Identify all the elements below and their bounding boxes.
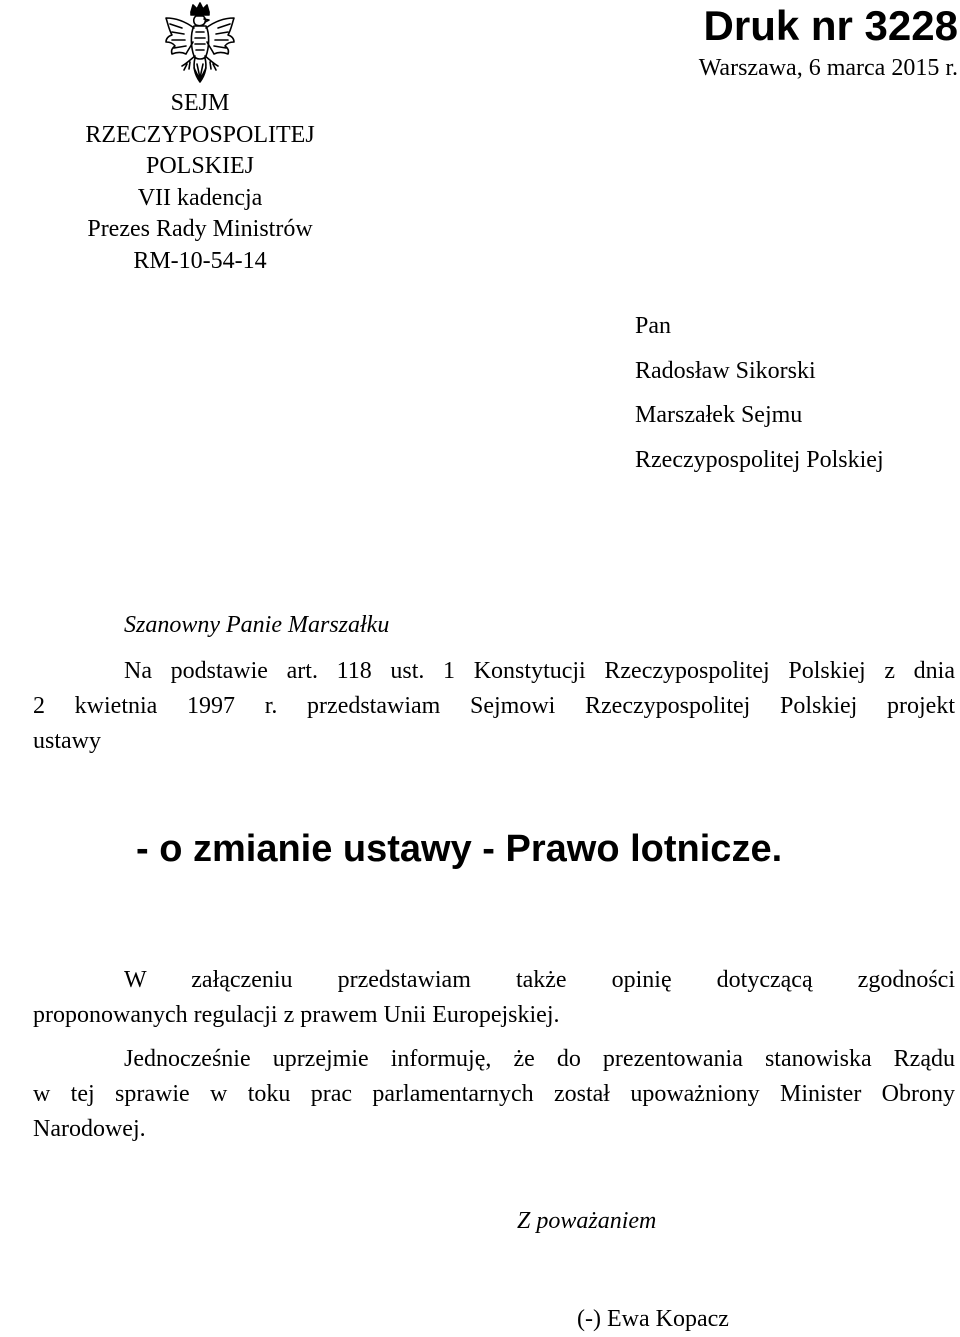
paragraph-line: Na podstawie art. 118 ust. 1 Konstytucji Rzeczypospolitej Polskiej z dnia — [124, 658, 955, 684]
closing-regards: Z poważaniem — [517, 1208, 657, 1234]
paragraph-line: Jednocześnie uprzejmie informuję, że do prezentowania stanowiska Rządu — [124, 1046, 955, 1072]
polish-eagle-icon — [160, 2, 240, 86]
institution-line: Prezes Rady Ministrów — [87, 216, 313, 242]
paragraph-attachment — [33, 963, 955, 1033]
place-date: Warszawa, 6 marca 2015 r. — [698, 55, 958, 81]
paragraph-line: ustawy — [33, 728, 101, 754]
salutation: Szanowny Panie Marszałku — [124, 612, 390, 638]
print-number: Druk nr 3228 — [703, 2, 958, 49]
institution-line: SEJM — [170, 90, 230, 116]
addressee-line: Rzeczypospolitej Polskiej — [635, 447, 884, 474]
paragraph-line: Narodowej. — [33, 1116, 146, 1142]
signature: (-) Ewa Kopacz — [577, 1306, 729, 1332]
institution-block — [30, 88, 370, 277]
paragraph-line: W załączeniu przedstawiam także opinię dotyczącą zgodności — [124, 967, 955, 993]
paragraph-authorization — [33, 1042, 955, 1147]
paragraph-legal-basis — [33, 654, 955, 759]
institution-line: VII kadencja — [137, 184, 263, 211]
institution-line: RZECZYPOSPOLITEJ POLSKIEJ — [85, 121, 315, 179]
paragraph-line: 2 kwietnia 1997 r. przedstawiam Sejmowi Rzeczypospolitej Polskiej projekt — [33, 693, 955, 719]
addressee-line: Marszałek Sejmu — [635, 402, 803, 429]
addressee-block — [635, 304, 884, 483]
addressee-line: Radosław Sikorski — [635, 357, 816, 384]
addressee-line: Pan — [635, 313, 671, 339]
bill-title: - o zmianie ustawy - Prawo lotnicze. — [136, 828, 783, 870]
reference-number: RM-10-54-14 — [133, 247, 267, 274]
paragraph-line: w tej sprawie w toku prac parlamentarnych został upoważniony Minister Obrony — [33, 1081, 955, 1107]
paragraph-line: proponowanych regulacji z prawem Unii Europejskiej. — [33, 1002, 560, 1028]
